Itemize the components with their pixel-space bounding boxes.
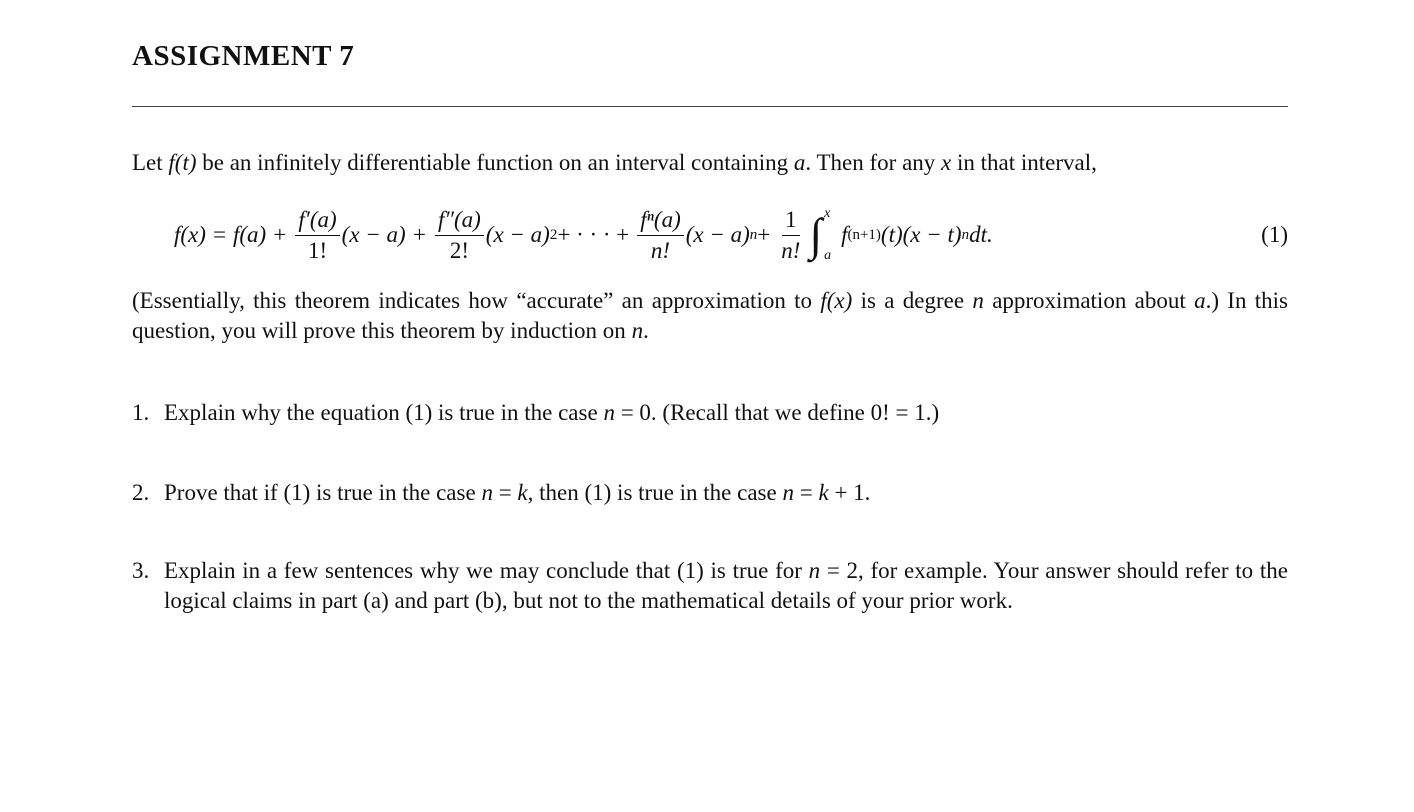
equation-ellipsis: + · · · +: [557, 222, 630, 247]
integral-limits: [824, 206, 831, 264]
question-text: [164, 478, 1288, 508]
math-n: n: [972, 288, 984, 313]
fraction-nth-derivative: [637, 207, 683, 264]
math-n: n: [481, 480, 493, 505]
question-text: [164, 556, 1288, 616]
explanation-paragraph: [132, 286, 1288, 346]
fraction-numerator: fⁿ(a): [637, 207, 683, 236]
fraction-remainder-coefficient: [778, 207, 803, 264]
intro-paragraph: [132, 148, 1288, 178]
equation-term: (x − a): [685, 222, 750, 247]
math-n: n: [631, 318, 644, 343]
exponent: n: [961, 227, 970, 243]
fraction-denominator: n!: [781, 237, 801, 263]
title-divider: [132, 106, 1288, 107]
taylor-equation: [132, 200, 1288, 270]
math-a: a: [793, 150, 806, 175]
integral-upper-limit: x: [824, 206, 831, 221]
page-title: ASSIGNMENT 7: [132, 40, 355, 72]
fraction-numerator: 1: [782, 207, 800, 236]
fraction-first-derivative: [295, 207, 339, 264]
fraction-denominator: 2!: [449, 237, 469, 263]
question-number: 2.: [132, 480, 150, 505]
question-text-part: Explain why the equation (1) is true in the case: [164, 400, 604, 425]
intro-text: in that interval,: [951, 150, 1097, 175]
question-text-part: = 2, for example. Your answer should refer to the logical claims in part (a) and part (b), but not to the mathematical details of your prior work.: [164, 558, 1288, 613]
math-n: n: [782, 480, 794, 505]
math-k: k: [517, 480, 528, 505]
question-text-part: , then (1) is true in the case: [527, 480, 783, 505]
question-text-part: =: [793, 480, 819, 505]
question-text: [164, 398, 1288, 428]
math-a: a: [1194, 288, 1206, 313]
math-f-t: f(t): [168, 150, 197, 175]
explanation-text: (Essentially, this theorem indicates how “accurate” an approximation to: [132, 288, 821, 313]
question-text-part: = 0. (Recall that we define 0! = 1.): [614, 400, 940, 425]
equation-term: (x − a): [485, 222, 550, 247]
fraction-numerator: f″(a): [435, 207, 484, 236]
fraction-second-derivative: [435, 207, 484, 264]
integral-sign: ∫: [809, 209, 823, 260]
equation-body: f(x) = f(a) + $\frac{f'(a)}{1!}$ (x − a) + $\frac{f''(a)}{2!}$ (x − a) 2 + · · · + $\frac{\text{fⁿ(a)}}{n!}$ (x − a) n + $\frac{1}{n!}$ ∫ x a f (n+1) (t)(x − t) n dt.: [174, 206, 993, 263]
equation-number: (1): [1261, 222, 1288, 247]
equation-term: (x − a) +: [341, 222, 427, 247]
fraction-denominator: 1!: [307, 237, 328, 263]
explanation-text: .) In this question, you will prove this theorem by induction on: [132, 288, 1288, 343]
explanation-text: is a degree: [852, 288, 973, 313]
explanation-text: approximation about: [983, 288, 1195, 313]
integrand: f: [841, 222, 848, 247]
math-x: x: [941, 150, 952, 175]
intro-text: . Then for any: [805, 150, 942, 175]
integrand-dt: dt.: [969, 222, 993, 247]
fraction-denominator: n!: [650, 237, 671, 263]
intro-text: be an infinitely differentiable function on an interval containing: [196, 150, 794, 175]
math-n: n: [603, 400, 615, 425]
integrand: (t)(x − t): [880, 222, 962, 247]
explanation-text: .: [643, 318, 649, 343]
math-k: k: [818, 480, 829, 505]
question-text-part: =: [492, 480, 518, 505]
question-number: 3.: [132, 558, 150, 583]
intro-text: Let: [132, 150, 169, 175]
equation-lhs: f(x) = f(a) +: [174, 222, 288, 247]
integral: [809, 206, 837, 264]
question-number: 1.: [132, 400, 150, 425]
fraction-numerator: f′(a): [295, 207, 339, 236]
question-text-part: Prove that if (1) is true in the case: [164, 480, 482, 505]
integral-lower-limit: a: [824, 248, 832, 263]
exponent: n: [749, 227, 758, 243]
math-f-x: f(x): [820, 288, 853, 313]
equation-plus: +: [757, 222, 771, 247]
question-text-part: Explain in a few sentences why we may conclude that (1) is true for: [164, 558, 809, 583]
question-text-part: + 1.: [828, 480, 871, 505]
math-n: n: [808, 558, 821, 583]
